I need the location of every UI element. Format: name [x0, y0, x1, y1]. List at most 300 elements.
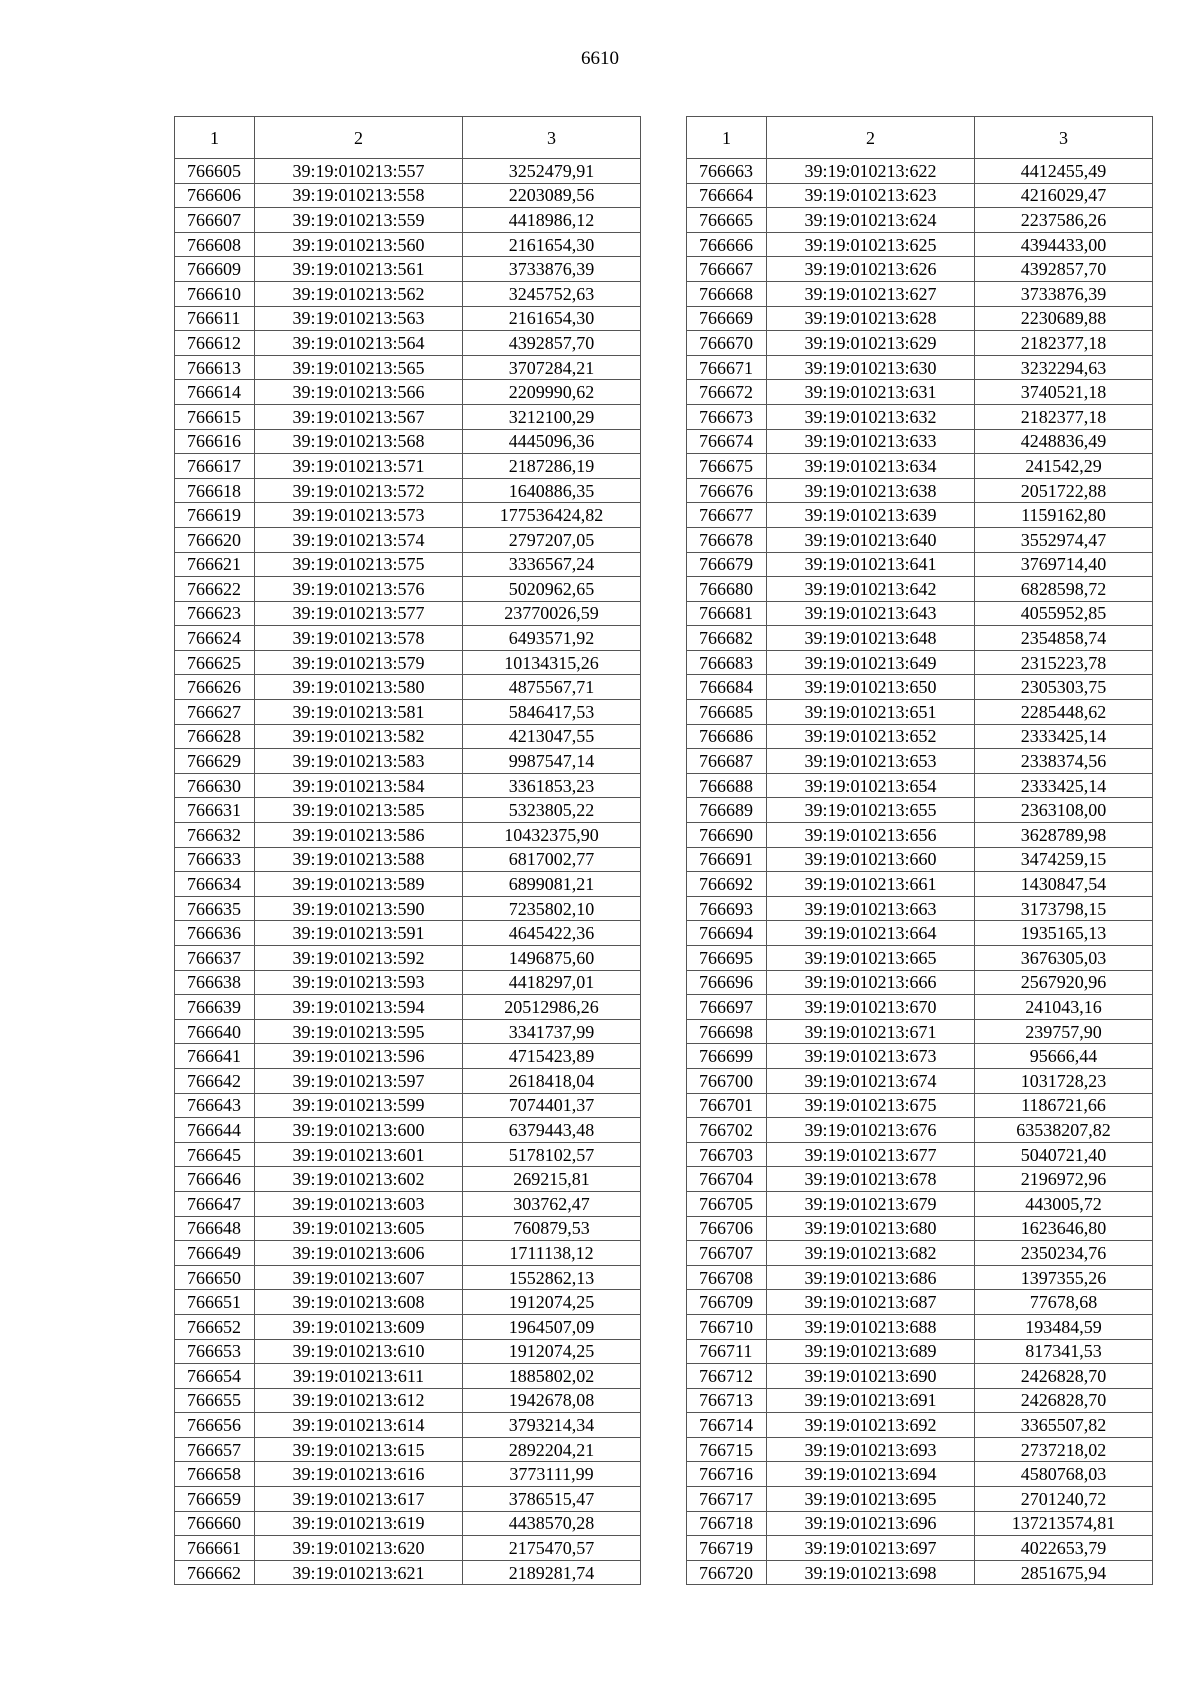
value-cell: 2305303,75: [975, 675, 1153, 700]
value-cell: 1942678,08: [463, 1388, 641, 1413]
table-row: [175, 1388, 641, 1413]
table-row: [687, 872, 1153, 897]
table-row: [687, 1290, 1153, 1315]
row-number-cell: 766661: [175, 1536, 255, 1561]
value-cell: 1186721,66: [975, 1093, 1153, 1118]
right-table: [686, 116, 1153, 1585]
table-row: [687, 1339, 1153, 1364]
value-cell: 4418297,01: [463, 970, 641, 995]
value-cell: 3707284,21: [463, 355, 641, 380]
cadastral-number-cell: 39:19:010213:673: [767, 1044, 975, 1069]
cadastral-number-cell: 39:19:010213:593: [255, 970, 463, 995]
cadastral-number-cell: 39:19:010213:650: [767, 675, 975, 700]
value-cell: 241542,29: [975, 454, 1153, 479]
cadastral-number-cell: 39:19:010213:596: [255, 1044, 463, 1069]
row-number-cell: 766641: [175, 1044, 255, 1069]
cadastral-number-cell: 39:19:010213:690: [767, 1364, 975, 1389]
cadastral-number-cell: 39:19:010213:607: [255, 1265, 463, 1290]
cadastral-number-cell: 39:19:010213:603: [255, 1191, 463, 1216]
row-number-cell: 766616: [175, 429, 255, 454]
row-number-cell: 766694: [687, 921, 767, 946]
value-cell: 4392857,70: [463, 331, 641, 356]
cadastral-number-cell: 39:19:010213:677: [767, 1142, 975, 1167]
value-cell: 4645422,36: [463, 921, 641, 946]
cadastral-number-cell: 39:19:010213:617: [255, 1487, 463, 1512]
cadastral-number-cell: 39:19:010213:656: [767, 823, 975, 848]
cadastral-number-cell: 39:19:010213:559: [255, 208, 463, 233]
cadastral-number-cell: 39:19:010213:625: [767, 232, 975, 257]
value-cell: 5323805,22: [463, 798, 641, 823]
row-number-cell: 766687: [687, 749, 767, 774]
column-header-1: 1: [687, 117, 767, 159]
table-row: [175, 773, 641, 798]
value-cell: 3173798,15: [975, 896, 1153, 921]
value-cell: 2851675,94: [975, 1560, 1153, 1585]
value-cell: 1885802,02: [463, 1364, 641, 1389]
cadastral-number-cell: 39:19:010213:692: [767, 1413, 975, 1438]
row-number-cell: 766678: [687, 527, 767, 552]
row-number-cell: 766702: [687, 1118, 767, 1143]
table-row: [175, 478, 641, 503]
value-cell: 63538207,82: [975, 1118, 1153, 1143]
value-cell: 137213574,81: [975, 1511, 1153, 1536]
value-cell: 2426828,70: [975, 1388, 1153, 1413]
cadastral-number-cell: 39:19:010213:590: [255, 896, 463, 921]
value-cell: 1159162,80: [975, 503, 1153, 528]
value-cell: 1935165,13: [975, 921, 1153, 946]
table-row: [687, 700, 1153, 725]
row-number-cell: 766649: [175, 1241, 255, 1266]
table-row: [687, 1068, 1153, 1093]
cadastral-number-cell: 39:19:010213:697: [767, 1536, 975, 1561]
value-cell: 3365507,82: [975, 1413, 1153, 1438]
row-number-cell: 766679: [687, 552, 767, 577]
row-number-cell: 766660: [175, 1511, 255, 1536]
cadastral-number-cell: 39:19:010213:695: [767, 1487, 975, 1512]
table-row: [687, 1216, 1153, 1241]
row-number-cell: 766646: [175, 1167, 255, 1192]
value-cell: 6899081,21: [463, 872, 641, 897]
table-row: [175, 577, 641, 602]
table-row: [175, 675, 641, 700]
cadastral-number-cell: 39:19:010213:624: [767, 208, 975, 233]
row-number-cell: 766656: [175, 1413, 255, 1438]
row-number-cell: 766627: [175, 700, 255, 725]
table-row: [687, 847, 1153, 872]
cadastral-number-cell: 39:19:010213:628: [767, 306, 975, 331]
cadastral-number-cell: 39:19:010213:615: [255, 1437, 463, 1462]
cadastral-number-cell: 39:19:010213:652: [767, 724, 975, 749]
value-cell: 1912074,25: [463, 1339, 641, 1364]
table-row: [687, 1536, 1153, 1561]
cadastral-number-cell: 39:19:010213:660: [767, 847, 975, 872]
row-number-cell: 766654: [175, 1364, 255, 1389]
cadastral-number-cell: 39:19:010213:627: [767, 281, 975, 306]
cadastral-number-cell: 39:19:010213:696: [767, 1511, 975, 1536]
table-row: [687, 1560, 1153, 1585]
value-cell: 1552862,13: [463, 1265, 641, 1290]
row-number-cell: 766690: [687, 823, 767, 848]
value-cell: 2618418,04: [463, 1068, 641, 1093]
cadastral-number-cell: 39:19:010213:651: [767, 700, 975, 725]
table-row: [175, 355, 641, 380]
cadastral-number-cell: 39:19:010213:583: [255, 749, 463, 774]
cadastral-number-cell: 39:19:010213:694: [767, 1462, 975, 1487]
table-row: [687, 970, 1153, 995]
cadastral-number-cell: 39:19:010213:608: [255, 1290, 463, 1315]
value-cell: 2230689,88: [975, 306, 1153, 331]
cadastral-number-cell: 39:19:010213:571: [255, 454, 463, 479]
row-number-cell: 766623: [175, 601, 255, 626]
row-number-cell: 766644: [175, 1118, 255, 1143]
value-cell: 2161654,30: [463, 306, 641, 331]
table-row: [175, 1068, 641, 1093]
left-table-body: [175, 159, 641, 1585]
table-row: [175, 626, 641, 651]
row-number-cell: 766642: [175, 1068, 255, 1093]
value-cell: 4715423,89: [463, 1044, 641, 1069]
table-row: [175, 454, 641, 479]
cadastral-number-cell: 39:19:010213:563: [255, 306, 463, 331]
row-number-cell: 766648: [175, 1216, 255, 1241]
table-row: [175, 1462, 641, 1487]
page-number: 6610: [581, 48, 619, 69]
cadastral-number-cell: 39:19:010213:579: [255, 650, 463, 675]
table-row: [687, 675, 1153, 700]
column-header-3: 3: [975, 117, 1153, 159]
row-number-cell: 766705: [687, 1191, 767, 1216]
row-number-cell: 766643: [175, 1093, 255, 1118]
value-cell: 3769714,40: [975, 552, 1153, 577]
cadastral-number-cell: 39:19:010213:680: [767, 1216, 975, 1241]
table-row: [175, 552, 641, 577]
row-number-cell: 766613: [175, 355, 255, 380]
row-number-cell: 766675: [687, 454, 767, 479]
table-row: [175, 257, 641, 282]
table-row: [687, 454, 1153, 479]
row-number-cell: 766617: [175, 454, 255, 479]
value-cell: 10134315,26: [463, 650, 641, 675]
value-cell: 6817002,77: [463, 847, 641, 872]
table-row: [175, 700, 641, 725]
row-number-cell: 766615: [175, 404, 255, 429]
table-row: [687, 626, 1153, 651]
cadastral-number-cell: 39:19:010213:564: [255, 331, 463, 356]
cadastral-number-cell: 39:19:010213:611: [255, 1364, 463, 1389]
table-row: [687, 1118, 1153, 1143]
table-row: [687, 1093, 1153, 1118]
value-cell: 3786515,47: [463, 1487, 641, 1512]
cadastral-number-cell: 39:19:010213:698: [767, 1560, 975, 1585]
cadastral-number-cell: 39:19:010213:642: [767, 577, 975, 602]
cadastral-number-cell: 39:19:010213:589: [255, 872, 463, 897]
value-cell: 4248836,49: [975, 429, 1153, 454]
value-cell: 3733876,39: [975, 281, 1153, 306]
row-number-cell: 766635: [175, 896, 255, 921]
row-number-cell: 766712: [687, 1364, 767, 1389]
table-row: [175, 1044, 641, 1069]
row-number-cell: 766645: [175, 1142, 255, 1167]
cadastral-number-cell: 39:19:010213:675: [767, 1093, 975, 1118]
value-cell: 3361853,23: [463, 773, 641, 798]
table-row: [175, 1437, 641, 1462]
table-row: [175, 1118, 641, 1143]
row-number-cell: 766708: [687, 1265, 767, 1290]
table-row: [175, 208, 641, 233]
cadastral-number-cell: 39:19:010213:620: [255, 1536, 463, 1561]
table-row: [687, 749, 1153, 774]
value-cell: 2567920,96: [975, 970, 1153, 995]
row-number-cell: 766677: [687, 503, 767, 528]
table-row: [175, 847, 641, 872]
table-row: [687, 159, 1153, 184]
row-number-cell: 766629: [175, 749, 255, 774]
value-cell: 3733876,39: [463, 257, 641, 282]
cadastral-number-cell: 39:19:010213:641: [767, 552, 975, 577]
value-cell: 2701240,72: [975, 1487, 1153, 1512]
table-row: [687, 823, 1153, 848]
table-row: [687, 281, 1153, 306]
cadastral-number-cell: 39:19:010213:576: [255, 577, 463, 602]
cadastral-number-cell: 39:19:010213:633: [767, 429, 975, 454]
value-cell: 2203089,56: [463, 183, 641, 208]
column-header-1: 1: [175, 117, 255, 159]
table-row: [687, 798, 1153, 823]
cadastral-number-cell: 39:19:010213:609: [255, 1314, 463, 1339]
row-number-cell: 766663: [687, 159, 767, 184]
row-number-cell: 766606: [175, 183, 255, 208]
value-cell: 2354858,74: [975, 626, 1153, 651]
cadastral-number-cell: 39:19:010213:622: [767, 159, 975, 184]
table-row: [175, 995, 641, 1020]
table-row: [175, 896, 641, 921]
value-cell: 3232294,63: [975, 355, 1153, 380]
row-number-cell: 766700: [687, 1068, 767, 1093]
row-number-cell: 766673: [687, 404, 767, 429]
cadastral-number-cell: 39:19:010213:623: [767, 183, 975, 208]
cadastral-number-cell: 39:19:010213:568: [255, 429, 463, 454]
table-row: [175, 527, 641, 552]
cadastral-number-cell: 39:19:010213:671: [767, 1019, 975, 1044]
column-header-3: 3: [463, 117, 641, 159]
row-number-cell: 766611: [175, 306, 255, 331]
value-cell: 1912074,25: [463, 1290, 641, 1315]
table-row: [687, 1437, 1153, 1462]
value-cell: 2315223,78: [975, 650, 1153, 675]
cadastral-number-cell: 39:19:010213:663: [767, 896, 975, 921]
value-cell: 1496875,60: [463, 946, 641, 971]
cadastral-number-cell: 39:19:010213:595: [255, 1019, 463, 1044]
row-number-cell: 766614: [175, 380, 255, 405]
value-cell: 4055952,85: [975, 601, 1153, 626]
value-cell: 2338374,56: [975, 749, 1153, 774]
table-row: [687, 1462, 1153, 1487]
row-number-cell: 766717: [687, 1487, 767, 1512]
cadastral-number-cell: 39:19:010213:600: [255, 1118, 463, 1143]
table-row: [687, 921, 1153, 946]
row-number-cell: 766609: [175, 257, 255, 282]
table-row: [175, 503, 641, 528]
table-row: [175, 1536, 641, 1561]
cadastral-number-cell: 39:19:010213:599: [255, 1093, 463, 1118]
value-cell: 5846417,53: [463, 700, 641, 725]
value-cell: 4216029,47: [975, 183, 1153, 208]
table-row: [175, 1142, 641, 1167]
value-cell: 4022653,79: [975, 1536, 1153, 1561]
value-cell: 2209990,62: [463, 380, 641, 405]
row-number-cell: 766651: [175, 1290, 255, 1315]
cadastral-number-cell: 39:19:010213:575: [255, 552, 463, 577]
cadastral-number-cell: 39:19:010213:648: [767, 626, 975, 651]
cadastral-number-cell: 39:19:010213:630: [767, 355, 975, 380]
cadastral-number-cell: 39:19:010213:586: [255, 823, 463, 848]
right-table-body: [687, 159, 1153, 1585]
table-row: [175, 1511, 641, 1536]
table-row: [687, 503, 1153, 528]
value-cell: 3676305,03: [975, 946, 1153, 971]
value-cell: 193484,59: [975, 1314, 1153, 1339]
cadastral-number-cell: 39:19:010213:578: [255, 626, 463, 651]
cadastral-number-cell: 39:19:010213:688: [767, 1314, 975, 1339]
row-number-cell: 766698: [687, 1019, 767, 1044]
table-row: [687, 1019, 1153, 1044]
row-number-cell: 766632: [175, 823, 255, 848]
row-number-cell: 766667: [687, 257, 767, 282]
row-number-cell: 766650: [175, 1265, 255, 1290]
cadastral-number-cell: 39:19:010213:567: [255, 404, 463, 429]
table-row: [175, 1290, 641, 1315]
value-cell: 760879,53: [463, 1216, 641, 1241]
cadastral-number-cell: 39:19:010213:621: [255, 1560, 463, 1585]
value-cell: 4438570,28: [463, 1511, 641, 1536]
row-number-cell: 766684: [687, 675, 767, 700]
table-row: [687, 208, 1153, 233]
row-number-cell: 766662: [175, 1560, 255, 1585]
value-cell: 2350234,76: [975, 1241, 1153, 1266]
cadastral-number-cell: 39:19:010213:689: [767, 1339, 975, 1364]
value-cell: 10432375,90: [463, 823, 641, 848]
row-number-cell: 766605: [175, 159, 255, 184]
cadastral-number-cell: 39:19:010213:594: [255, 995, 463, 1020]
row-number-cell: 766703: [687, 1142, 767, 1167]
table-row: [687, 1487, 1153, 1512]
table-row: [687, 355, 1153, 380]
table-row: [175, 281, 641, 306]
row-number-cell: 766658: [175, 1462, 255, 1487]
value-cell: 2737218,02: [975, 1437, 1153, 1462]
value-cell: 3628789,98: [975, 823, 1153, 848]
cadastral-number-cell: 39:19:010213:605: [255, 1216, 463, 1241]
cadastral-number-cell: 39:19:010213:629: [767, 331, 975, 356]
table-row: [175, 1487, 641, 1512]
row-number-cell: 766692: [687, 872, 767, 897]
table-row: [687, 995, 1153, 1020]
cadastral-number-cell: 39:19:010213:619: [255, 1511, 463, 1536]
row-number-cell: 766688: [687, 773, 767, 798]
cadastral-number-cell: 39:19:010213:616: [255, 1462, 463, 1487]
value-cell: 9987547,14: [463, 749, 641, 774]
cadastral-number-cell: 39:19:010213:674: [767, 1068, 975, 1093]
row-number-cell: 766668: [687, 281, 767, 306]
row-number-cell: 766652: [175, 1314, 255, 1339]
table-row: [175, 946, 641, 971]
row-number-cell: 766653: [175, 1339, 255, 1364]
cadastral-number-cell: 39:19:010213:561: [255, 257, 463, 282]
value-cell: 6493571,92: [463, 626, 641, 651]
cadastral-number-cell: 39:19:010213:588: [255, 847, 463, 872]
value-cell: 2285448,62: [975, 700, 1153, 725]
row-number-cell: 766657: [175, 1437, 255, 1462]
table-row: [687, 1364, 1153, 1389]
cadastral-number-cell: 39:19:010213:643: [767, 601, 975, 626]
row-number-cell: 766618: [175, 478, 255, 503]
table-row: [175, 380, 641, 405]
table-row: [687, 1388, 1153, 1413]
row-number-cell: 766659: [175, 1487, 255, 1512]
row-number-cell: 766710: [687, 1314, 767, 1339]
table-row: [687, 1241, 1153, 1266]
cadastral-number-cell: 39:19:010213:638: [767, 478, 975, 503]
table-row: [175, 1364, 641, 1389]
table-row: [687, 429, 1153, 454]
cadastral-number-cell: 39:19:010213:572: [255, 478, 463, 503]
table-row: [687, 1167, 1153, 1192]
cadastral-number-cell: 39:19:010213:597: [255, 1068, 463, 1093]
table-row: [175, 232, 641, 257]
row-number-cell: 766624: [175, 626, 255, 651]
row-number-cell: 766711: [687, 1339, 767, 1364]
cadastral-number-cell: 39:19:010213:693: [767, 1437, 975, 1462]
row-number-cell: 766640: [175, 1019, 255, 1044]
table-row: [687, 1044, 1153, 1069]
cadastral-number-cell: 39:19:010213:606: [255, 1241, 463, 1266]
row-number-cell: 766628: [175, 724, 255, 749]
table-row: [175, 1093, 641, 1118]
table-row: [175, 183, 641, 208]
value-cell: 4392857,70: [975, 257, 1153, 282]
table-header-row: [687, 117, 1153, 159]
row-number-cell: 766669: [687, 306, 767, 331]
table-row: [175, 1241, 641, 1266]
value-cell: 303762,47: [463, 1191, 641, 1216]
cadastral-number-cell: 39:19:010213:566: [255, 380, 463, 405]
cadastral-number-cell: 39:19:010213:557: [255, 159, 463, 184]
cadastral-number-cell: 39:19:010213:654: [767, 773, 975, 798]
table-row: [687, 527, 1153, 552]
value-cell: 177536424,82: [463, 503, 641, 528]
value-cell: 3245752,63: [463, 281, 641, 306]
row-number-cell: 766720: [687, 1560, 767, 1585]
value-cell: 2196972,96: [975, 1167, 1153, 1192]
table-row: [687, 724, 1153, 749]
value-cell: 4580768,03: [975, 1462, 1153, 1487]
cadastral-number-cell: 39:19:010213:612: [255, 1388, 463, 1413]
row-number-cell: 766666: [687, 232, 767, 257]
value-cell: 3793214,34: [463, 1413, 641, 1438]
cadastral-number-cell: 39:19:010213:632: [767, 404, 975, 429]
value-cell: 2426828,70: [975, 1364, 1153, 1389]
row-number-cell: 766716: [687, 1462, 767, 1487]
table-row: [175, 429, 641, 454]
cadastral-number-cell: 39:19:010213:558: [255, 183, 463, 208]
value-cell: 95666,44: [975, 1044, 1153, 1069]
row-number-cell: 766633: [175, 847, 255, 872]
table-row: [687, 331, 1153, 356]
cadastral-number-cell: 39:19:010213:573: [255, 503, 463, 528]
value-cell: 5020962,65: [463, 577, 641, 602]
table-row: [175, 872, 641, 897]
row-number-cell: 766689: [687, 798, 767, 823]
